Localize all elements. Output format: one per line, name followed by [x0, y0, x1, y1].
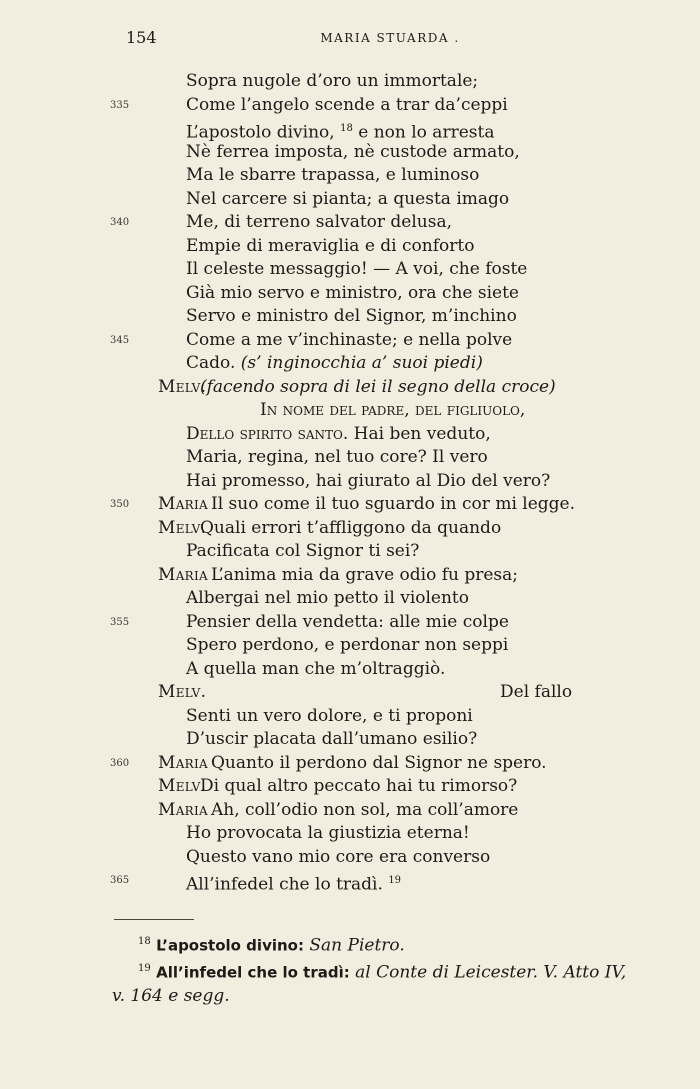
verse-text: Il suo come il tuo sguardo in cor mi legge. [211, 494, 576, 514]
verse-text: Il celeste messaggio! — A voi, che foste [186, 259, 528, 279]
footnote-mark: 18 [138, 936, 151, 947]
verse-line [0, 329, 700, 353]
verse-line [0, 117, 700, 141]
verse-text: L’anima mia da grave odio fu presa; [211, 564, 519, 585]
verse-text: Servo e ministro del Signor, m’inchino [186, 306, 517, 326]
line-number: 360 [110, 757, 130, 769]
verse-text: A quella man che m’oltraggiò. [186, 658, 446, 679]
verse-line [0, 352, 700, 376]
speaker-name: Melv. [158, 517, 207, 538]
footnote-continuation [112, 984, 230, 1008]
verse-text: Spero perdono, e perdonar non seppi [186, 635, 509, 655]
verse-text: Come a me v’inchinaste; e nella polve [186, 329, 513, 350]
footnote-mark: 19 [138, 963, 151, 974]
verse-line [0, 658, 700, 682]
verse-line [0, 587, 700, 611]
verse-text: Ho provocata la giustizia eterna! [186, 823, 470, 843]
verse-line [0, 775, 700, 799]
verse-line [0, 681, 700, 705]
line-number: 335 [110, 99, 130, 111]
verse-line [0, 752, 700, 776]
verse-line [0, 164, 700, 188]
footnote [138, 957, 626, 985]
verse-text-part: L’apostolo divino, [186, 122, 335, 143]
verse-line [0, 470, 700, 494]
verse-line [0, 493, 700, 517]
line-number: 345 [110, 334, 130, 346]
verse-line [0, 517, 700, 541]
verse-text: Empie di meraviglia e di conforto [186, 235, 475, 256]
verse-text: Nè ferrea imposta, nè custode armato, [186, 141, 520, 162]
verse-line [0, 799, 700, 823]
speaker-name: Maria [158, 494, 209, 514]
footnote-lemma: All’infedel che lo tradì: [156, 963, 350, 982]
verse-text: Come l’angelo scende a trar da’ceppi [186, 94, 508, 115]
footnote [138, 930, 405, 958]
speaker-name: Melv. [158, 682, 207, 702]
footnote-rule [114, 919, 194, 920]
speaker-name: Maria [158, 752, 209, 773]
verse-text: D’uscir placata dall’umano esilio? [186, 729, 478, 749]
verse-line [0, 728, 700, 752]
verse-text [186, 869, 401, 897]
verse-text: Quanto il perdono dal Signor ne spero. [211, 752, 547, 773]
verse-line [0, 446, 700, 470]
verse-text [186, 352, 483, 376]
speaker-name: Maria [158, 799, 209, 820]
verse-line [0, 611, 700, 635]
verse-text: Albergai nel mio petto il violento [186, 588, 469, 608]
verse-line [0, 282, 700, 306]
verse-text [186, 423, 491, 447]
verse-text: Me, di terreno salvator delusa, [186, 212, 453, 232]
verse-text-part: All’infedel che lo tradì. [186, 874, 383, 895]
speaker-name: Melv. [158, 776, 207, 796]
verse-line [0, 376, 700, 400]
verse-text: Già mio servo e ministro, ora che siete [186, 282, 519, 303]
page-number: 154 [126, 28, 157, 47]
stage-direction: (s’ inginocchia a’ suoi piedi) [240, 353, 483, 373]
verse-text: Del fallo [500, 682, 573, 702]
footnote-lemma: L’apostolo divino: [156, 936, 304, 955]
verse-text-part: Hai ben veduto, [348, 423, 491, 444]
verse-text: Quali errori t’affliggono da quando [200, 517, 502, 538]
verse-line [0, 846, 700, 870]
verse-line [0, 869, 700, 893]
verse-line [0, 705, 700, 729]
footnote-ref: 19 [388, 875, 402, 886]
verse-text-part: Dello spirito santo. [186, 423, 349, 444]
verse-text: Questo vano mio core era converso [186, 846, 491, 867]
verse-line [0, 822, 700, 846]
verse-text: Senti un vero dolore, e ti proponi [186, 705, 473, 726]
verse-text [200, 376, 556, 400]
page-header [0, 28, 700, 48]
verse-text-part: e non lo arresta [358, 122, 495, 143]
verse-line [0, 235, 700, 259]
verse-line [0, 564, 700, 588]
verse-text: Maria, regina, nel tuo core? Il vero [186, 447, 488, 467]
footnote-gloss: San Pietro. [309, 935, 405, 956]
verse-block [0, 70, 700, 893]
verse-line [0, 258, 700, 282]
verse-line [0, 540, 700, 564]
verse-text: Di qual altro peccato hai tu rimorso? [200, 776, 518, 796]
verse-text: Ah, coll’odio non sol, ma coll’amore [211, 799, 519, 820]
stage-direction: (facendo sopra di lei il segno della croce) [200, 376, 556, 397]
verse-text: Nel carcere si pianta; a questa imago [186, 188, 510, 209]
verse-text-part: Cado. [186, 353, 241, 373]
footnote-gloss: al Conte di Leicester. V. Atto IV, [355, 962, 627, 983]
verse-line [0, 211, 700, 235]
speaker-name: Melv. [158, 376, 207, 397]
verse-line [0, 423, 700, 447]
line-number: 350 [110, 499, 130, 510]
verse-line [0, 94, 700, 118]
verse-line [0, 141, 700, 165]
verse-text: Pensier della vendetta: alle mie colpe [186, 611, 509, 632]
verse-line [0, 305, 700, 329]
verse-line [0, 70, 700, 94]
verse-line [0, 634, 700, 658]
verse-text: In nome del padre, del figliuolo, [260, 400, 526, 420]
line-number: 355 [110, 616, 130, 628]
speaker-name: Maria [158, 564, 209, 585]
footnote-ref: 18 [340, 123, 353, 134]
line-number: 365 [110, 875, 130, 886]
verse-line [0, 399, 700, 423]
verse-line [0, 188, 700, 212]
footnote-gloss: v. 164 e segg. [112, 986, 230, 1006]
line-number: 340 [110, 217, 130, 228]
verse-text: Hai promesso, hai giurato al Dio del vero? [186, 470, 551, 491]
verse-text: Pacificata col Signor ti sei? [186, 541, 420, 561]
running-title: MARIA STUARDA . [320, 31, 460, 45]
verse-text: Ma le sbarre trapassa, e luminoso [186, 165, 480, 185]
verse-text: Sopra nugole d’oro un immortale; [186, 71, 479, 91]
